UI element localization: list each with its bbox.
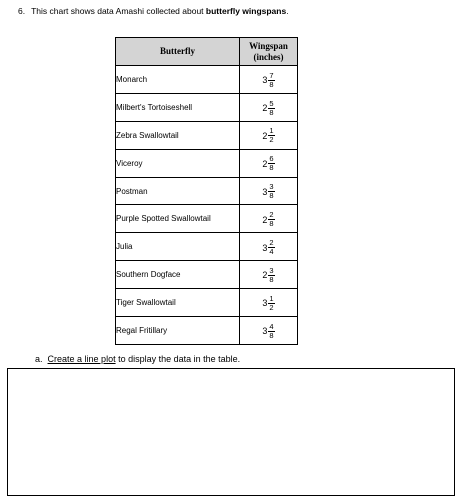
part-a-underlined: Create a line plot [47, 354, 116, 364]
wingspan-table [115, 37, 298, 345]
numerator: 7 [269, 70, 274, 80]
numerator: 1 [269, 293, 274, 303]
header-wingspan-line1: Wingspan [249, 40, 288, 51]
wingspan-value [240, 289, 298, 317]
question-prefix: This chart shows data Amashi collected about [31, 6, 206, 16]
mixed-number [262, 211, 274, 228]
butterfly-name: Purple Spotted Swallowtail [116, 205, 240, 233]
table-row [116, 177, 298, 205]
table-row [116, 289, 298, 317]
denominator: 2 [269, 135, 274, 145]
table-row [116, 317, 298, 345]
mixed-number [262, 127, 274, 144]
whole-part: 3 [262, 186, 268, 197]
mixed-number [262, 183, 274, 200]
butterfly-name: Milbert's Tortoiseshell [116, 93, 240, 121]
butterfly-name: Monarch [116, 66, 240, 94]
table-row [116, 261, 298, 289]
fraction [268, 127, 274, 144]
wingspan-value [240, 66, 298, 94]
mixed-number [262, 323, 274, 340]
part-a-instruction [35, 354, 240, 364]
denominator: 8 [269, 330, 274, 340]
mixed-number [262, 155, 274, 172]
wingspan-value [240, 233, 298, 261]
wingspan-value [240, 177, 298, 205]
wingspan-value [240, 261, 298, 289]
denominator: 8 [269, 163, 274, 173]
numerator: 2 [269, 210, 274, 220]
wingspan-value [240, 149, 298, 177]
whole-part: 3 [262, 326, 268, 337]
butterfly-name: Viceroy [116, 149, 240, 177]
denominator: 4 [269, 247, 274, 257]
wingspan-value [240, 93, 298, 121]
whole-part: 3 [262, 75, 268, 86]
table-row [116, 233, 298, 261]
mixed-number [262, 267, 274, 284]
wingspan-value [240, 121, 298, 149]
fraction [268, 155, 274, 172]
part-a-label: a. [35, 354, 43, 364]
question-bold-phrase: butterfly wingspans [205, 6, 287, 16]
fraction [268, 72, 274, 89]
header-wingspan-line2: (inches) [253, 51, 284, 62]
fraction [268, 323, 274, 340]
fraction [268, 211, 274, 228]
butterfly-name: Postman [116, 177, 240, 205]
butterfly-name: Southern Dogface [116, 261, 240, 289]
fraction [268, 295, 274, 312]
numerator: 2 [269, 238, 274, 248]
part-a-rest: to display the data in the table. [115, 354, 241, 364]
butterfly-name: Regal Fritillary [116, 317, 240, 345]
mixed-number [262, 72, 274, 89]
numerator: 6 [269, 154, 274, 164]
fraction [268, 100, 274, 117]
numerator: 1 [269, 126, 274, 136]
whole-part: 2 [262, 214, 268, 225]
denominator: 8 [269, 191, 274, 201]
table-row [116, 121, 298, 149]
question-suffix: . [286, 6, 289, 16]
header-butterfly: Butterfly [116, 38, 240, 66]
question-number: 6. [18, 6, 26, 16]
denominator: 8 [269, 274, 274, 284]
mixed-number [262, 239, 274, 256]
denominator: 8 [269, 79, 274, 89]
butterfly-name: Tiger Swallowtail [116, 289, 240, 317]
denominator: 8 [269, 107, 274, 117]
numerator: 4 [269, 321, 274, 331]
table-header-row [116, 38, 298, 66]
butterfly-name: Zebra Swallowtail [116, 121, 240, 149]
whole-part: 2 [262, 270, 268, 281]
table-row [116, 93, 298, 121]
fraction [268, 267, 274, 284]
numerator: 3 [269, 265, 274, 275]
wingspan-value [240, 205, 298, 233]
whole-part: 2 [262, 103, 268, 114]
whole-part: 3 [262, 298, 268, 309]
table-row [116, 205, 298, 233]
whole-part: 2 [262, 130, 268, 141]
fraction [268, 239, 274, 256]
mixed-number [262, 100, 274, 117]
answer-box[interactable] [7, 368, 455, 496]
question-text [18, 6, 289, 16]
numerator: 3 [269, 182, 274, 192]
numerator: 5 [269, 98, 274, 108]
table-row [116, 149, 298, 177]
butterfly-name: Julia [116, 233, 240, 261]
denominator: 8 [269, 219, 274, 229]
wingspan-value [240, 317, 298, 345]
whole-part: 2 [262, 158, 268, 169]
header-wingspan [240, 38, 298, 66]
denominator: 2 [269, 302, 274, 312]
whole-part: 3 [262, 242, 268, 253]
table-row [116, 66, 298, 94]
mixed-number [262, 295, 274, 312]
fraction [268, 183, 274, 200]
